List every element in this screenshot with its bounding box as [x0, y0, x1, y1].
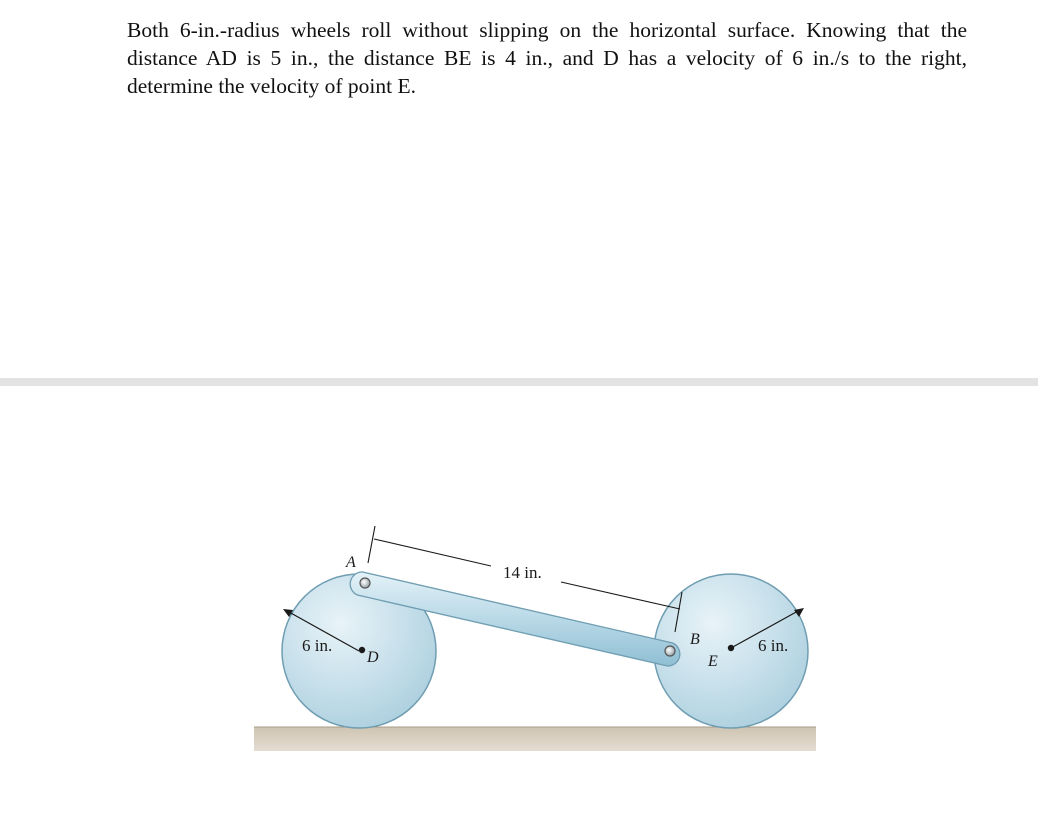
point-e-label: E	[708, 653, 718, 670]
pin-a	[360, 578, 370, 588]
point-d-marker	[359, 647, 365, 653]
point-d-label: D	[367, 649, 379, 666]
point-e-marker	[728, 645, 734, 651]
problem-statement: Both 6-in.-radius wheels roll without slipping on the horizontal surface. Knowing that the distance AD is 5 in., the distance BE is 4 in., and D has a velocity of 6 in./s to the right, determine the velocity of point E.	[127, 18, 967, 98]
pin-b	[665, 646, 675, 656]
section-divider	[0, 378, 1038, 386]
point-b-label: B	[690, 631, 700, 648]
left-radius-label: 6 in.	[302, 636, 333, 655]
point-a-label: A	[346, 554, 356, 571]
dimension-extension-a	[368, 526, 375, 563]
ground-surface	[254, 727, 816, 751]
mechanism-diagram	[0, 386, 1038, 823]
right-radius-label: 6 in.	[758, 636, 789, 655]
dimension-line-left	[374, 539, 491, 566]
rod-length-label: 14 in.	[503, 563, 542, 582]
dimension-line-right	[561, 582, 680, 609]
mechanism-figure	[0, 386, 1038, 823]
